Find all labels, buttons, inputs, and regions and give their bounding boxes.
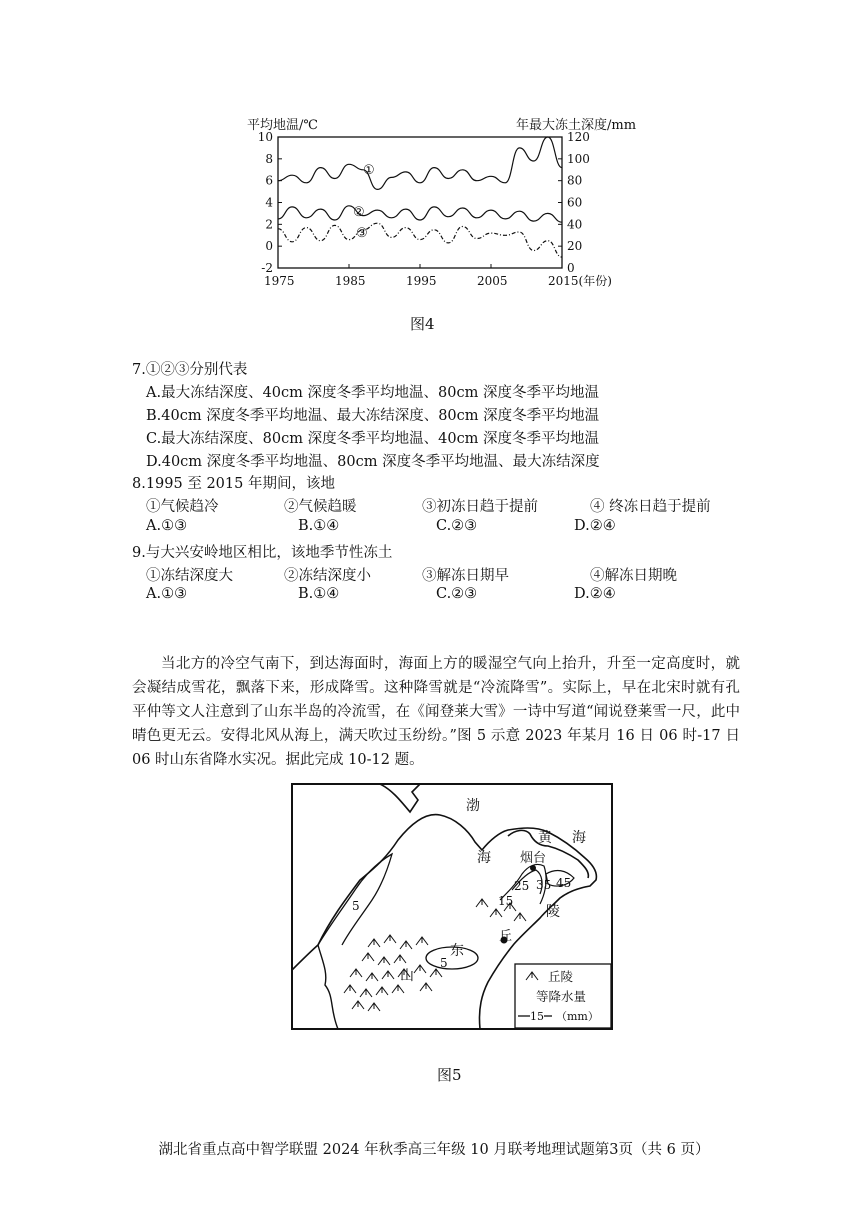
question-9-option-b: B.①④ xyxy=(298,586,340,602)
legend-isoline-unit: （mm） xyxy=(556,1010,599,1023)
right-tick-label: 0 xyxy=(567,261,575,275)
label-bohai-2: 海 xyxy=(477,850,491,866)
x-tick-label: 2005 xyxy=(477,274,508,288)
isoline-label-35: 35 xyxy=(536,878,552,892)
question-7-option-b: B.40cm 深度冬季平均地温、最大冻结深度、80cm 深度冬季平均地温 xyxy=(146,408,600,424)
label-huanghai-1: 黄 xyxy=(538,830,552,846)
label-bohai-1: 渤 xyxy=(466,798,480,814)
question-9-item-3: ③解冻日期早 xyxy=(422,568,509,584)
right-tick-label: 40 xyxy=(567,217,583,232)
legend-isoline-value: 15 xyxy=(530,1010,544,1023)
question-8-item-4: ④ 终冻日趋于提前 xyxy=(590,499,711,515)
legend-hills-label: 丘陵 xyxy=(548,969,574,984)
left-tick-label: 6 xyxy=(265,173,273,188)
right-tick-label: 20 xyxy=(567,239,583,254)
question-8-option-d: D.②④ xyxy=(574,518,616,534)
page-footer: 湖北省重点高中智学联盟 2024 年秋季高三年级 10 月联考地理试题第3页（共 6 页） xyxy=(158,1142,710,1158)
question-8-option-c: C.②③ xyxy=(436,518,478,534)
left-tick-label: 4 xyxy=(265,195,273,210)
question-9-option-a: A.①③ xyxy=(146,586,188,602)
right-tick-label: 120 xyxy=(567,130,590,144)
left-tick-label: 8 xyxy=(265,151,273,166)
question-7-option-d: D.40cm 深度冬季平均地温、80cm 深度冬季平均地温、最大冻结深度 xyxy=(146,454,600,470)
figure-5-caption: 图5 xyxy=(437,1066,462,1084)
passage-text: 当北方的冷空气南下，到达海面时，海面上方的暖湿空气向上抬升，升至一定高度时，就会凝结成雪花，飘落下来，形成降雪。这种降雪就是“冷流降雪”。实际上，早在北宋时就有孔平仲等文人注意到了山东半岛的冷流雪，在《闻登莱大雪》一诗中写道“闻说登莱雪一尺，此中晴色更无云。安得北风从海上，满天吹过玉纷纷。”图 5 示意 2023 年某月 16 日 06 时-17 日 06 时山东省降水实况。据此完成 10-12 题。 xyxy=(132,656,740,768)
left-tick-label: 2 xyxy=(265,217,273,232)
left-tick-label: -2 xyxy=(261,261,273,275)
isoline-label-5-inland: 5 xyxy=(440,956,448,970)
question-8-stem: 8.1995 至 2015 年期间，该地 xyxy=(132,476,335,492)
label-shan: 山 xyxy=(400,968,414,984)
question-9-item-2: ②冻结深度小 xyxy=(284,568,371,584)
right-tick-label: 60 xyxy=(567,195,583,210)
question-8-option-b: B.①④ xyxy=(298,518,340,534)
question-9-item-1: ①冻结深度大 xyxy=(146,568,233,584)
x-tick-label: 1985 xyxy=(335,274,366,288)
x-tick-label: 1995 xyxy=(406,274,437,288)
question-8-option-a: A.①③ xyxy=(146,518,188,534)
isoline-label-15: 15 xyxy=(498,894,514,908)
label-qiu: 丘 xyxy=(499,929,513,944)
x-tick-label: 2015(年份) xyxy=(548,274,612,288)
question-8-item-3: ③初冻日趋于提前 xyxy=(422,499,538,515)
question-7-option-a: A.最大冻结深度、40cm 深度冬季平均地温、80cm 深度冬季平均地温 xyxy=(146,385,599,401)
right-tick-label: 80 xyxy=(567,173,583,188)
question-9-option-d: D.②④ xyxy=(574,586,616,602)
question-7-stem: 7.①②③分别代表 xyxy=(132,362,248,378)
isoline-label-45: 45 xyxy=(556,876,572,890)
curve-label-3: ③ xyxy=(356,226,368,241)
left-tick-label: 0 xyxy=(265,239,273,254)
x-tick-label: 1975 xyxy=(264,274,295,288)
isoline-label-25: 25 xyxy=(514,879,530,893)
curve-label-2: ② xyxy=(353,205,365,220)
legend-isoline-title: 等降水量 xyxy=(536,989,587,1004)
left-tick-label: 10 xyxy=(257,130,273,144)
isoline-label-5-west: 5 xyxy=(352,899,360,913)
curve-label-1: ① xyxy=(363,163,375,178)
label-dong: 东 xyxy=(450,943,464,959)
right-tick-label: 100 xyxy=(567,151,590,166)
question-9-option-c: C.②③ xyxy=(436,586,478,602)
figure-4-caption: 图4 xyxy=(410,315,435,333)
label-yantai: 烟台 xyxy=(520,851,547,866)
label-ling: 陵 xyxy=(546,904,560,920)
question-9-stem: 9.与大兴安岭地区相比，该地季节性冻土 xyxy=(132,545,393,561)
question-8-item-2: ②气候趋暖 xyxy=(284,499,357,515)
question-7-option-c: C.最大冻结深度、80cm 深度冬季平均地温、40cm 深度冬季平均地温 xyxy=(146,431,600,447)
label-huanghai-2: 海 xyxy=(572,830,586,846)
question-8-item-1: ①气候趋冷 xyxy=(146,499,219,515)
right-axis-title: 年最大冻土深度/mm xyxy=(516,118,637,133)
left-axis-title: 平均地温/℃ xyxy=(247,118,318,133)
question-9-item-4: ④解冻日期晚 xyxy=(590,568,677,584)
